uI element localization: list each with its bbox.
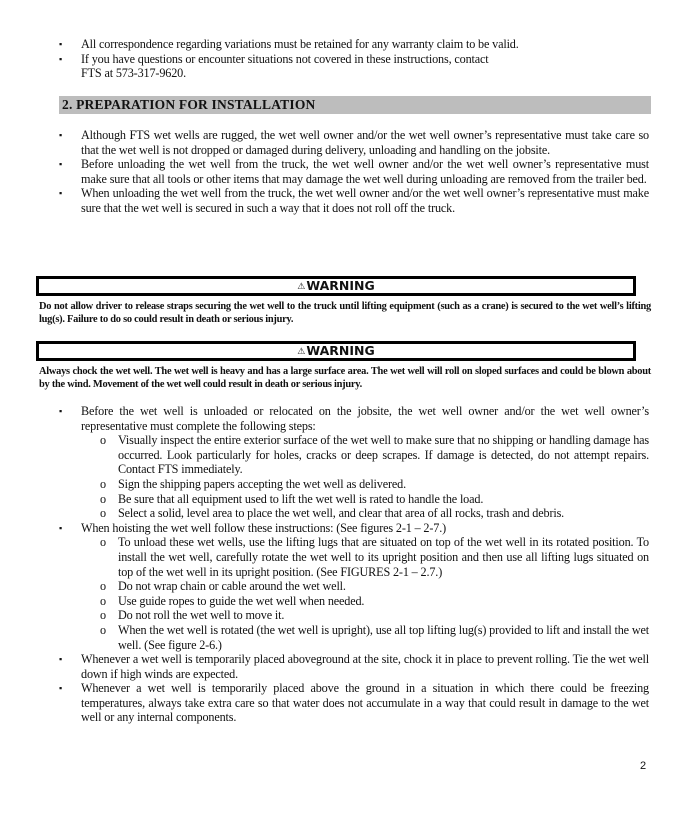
bullet-text: All correspondence regarding variations must be retained for any warranty claim to be valid. [81,37,519,51]
bullet-text: Although FTS wet wells are rugged, the wet well owner and/or the wet well owner’s representative must take care so that the wet well is not dropped or damaged during delivery, unloading and handling on the jobsite. [81,128,649,157]
intro-bullet-list [59,37,659,81]
page-number: 2 [640,760,647,772]
prep-bullet-list [59,128,649,216]
circle-bullet-icon: o [100,593,106,608]
bullet-text: If you have questions or encounter situations not covered in these instructions, contact [81,51,489,66]
sub-list-item [100,608,649,623]
circle-bullet-icon: o [100,491,106,506]
sub-list [100,433,649,521]
list-item [59,52,659,81]
list-item [59,652,649,681]
bullet-text: When hoisting the wet well follow these instructions: (See figures 2-1 – 2-7.) [81,520,447,535]
bullet-text: Before unloading the wet well from the truck, the wet well owner and/or the wet well owner’s representative must make sure that all tools or other items that may damage the wet well during unloading are removed from the trailer bed. [81,157,649,186]
square-bullet-icon: ▪ [59,406,63,416]
sub-list-item [100,433,649,477]
square-bullet-icon: ▪ [59,654,63,665]
circle-bullet-icon: o [100,535,106,550]
warning-banner [36,341,636,361]
circle-bullet-icon: o [100,506,106,521]
warning-label: WARNING [306,343,375,358]
bullet-text: Before the wet well is unloaded or relocated on the jobsite, the wet well owner and/or the wet well owner’s representative must complete the following steps: [81,404,649,433]
square-bullet-icon: ▪ [59,53,63,64]
sub-list-item [100,506,649,521]
list-item [59,128,649,157]
sub-list-item [100,492,649,507]
sub-list-item [100,535,649,579]
circle-bullet-icon: o [100,622,106,637]
sub-item-text: Use guide ropes to guide the wet well when needed. [118,593,365,608]
warning-text: Do not allow driver to release straps securing the wet well to the truck until lifting equipment (such as a crane) is secured to the wet well’s lifting lug(s). Failure to do so could result in death or serious injury. [39,301,651,325]
sub-list-item [100,623,649,652]
bullet-text: Whenever a wet well is temporarily placed above the ground in a situation in which there could be freezing temperatures, always take extra care so that water does not accumulate in a way that could result in damage to the wet well or any internal components. [81,681,649,725]
sub-item-text: To unload these wet wells, use the lifting lugs that are situated on top of the wet well in its rotated position. To install the wet well, carefully rotate the wet well to its upright position and then use all lifting lugs situated on top of the wet well in its upright position. (See FIGURES 2-1 – 2.7.) [118,535,649,579]
square-bullet-icon: ▪ [59,130,63,140]
bullet-text: Whenever a wet well is temporarily placed aboveground at the site, chock it in place to prevent rolling. Tie the wet well down if high winds are expected. [81,652,649,681]
warning-triangle-icon: ⚠ [297,282,306,292]
list-item [59,186,649,215]
sub-item-text: Sign the shipping papers accepting the wet well as delivered. [118,476,407,491]
square-bullet-icon: ▪ [59,522,63,533]
square-bullet-icon: ▪ [59,683,63,694]
warning-label: WARNING [306,278,375,293]
list-item [59,157,649,186]
list-item [59,681,649,725]
warning-banner [36,276,636,296]
sub-list-item [100,477,649,492]
list-item [59,37,659,52]
square-bullet-icon: ▪ [59,159,63,170]
contact-phone: FTS at 573-317-9620. [81,66,186,81]
circle-bullet-icon: o [100,579,106,594]
warning-triangle-icon: ⚠ [297,347,306,357]
bullet-text: When unloading the wet well from the truck, the wet well owner and/or the wet well owner’s representative must make sure that the wet well is secured in such a way that it does not roll off the truck. [81,186,649,215]
list-item [59,404,649,521]
sub-item-text: Be sure that all equipment used to lift the wet well is rated to handle the load. [118,491,484,506]
section-heading: 2. PREPARATION FOR INSTALLATION [59,96,651,114]
sub-item-text: Do not roll the wet well to move it. [118,608,285,623]
sub-item-text: When the wet well is rotated (the wet well is upright), use all top lifting lug(s) provided to lift and install the wet well. (See figure 2-6.) [118,622,649,652]
sub-list-item [100,594,649,609]
sub-list [100,535,649,652]
sub-item-text: Do not wrap chain or cable around the wet well. [118,579,346,594]
square-bullet-icon: ▪ [59,188,63,199]
warning-text: Always chock the wet well. The wet well is heavy and has a large surface area. The wet well will roll on sloped surfaces and could be blown about by the wind. Movement of the wet well could result in death or serious injury. [39,366,651,390]
steps-list [59,404,649,725]
sub-list-item [100,579,649,594]
list-item [59,521,649,652]
circle-bullet-icon: o [100,608,106,623]
circle-bullet-icon: o [100,476,106,491]
sub-item-text: Select a solid, level area to place the wet well, and clear that area of all rocks, trash and debris. [118,506,565,521]
circle-bullet-icon: o [100,433,106,448]
sub-item-text: Visually inspect the entire exterior surface of the wet well to make sure that no shipping or handling damage has occurred. Look particularly for holes, cracks or deep scrapes. If damage is detected, do not attempt repairs. Contact FTS immediately. [118,433,649,477]
square-bullet-icon: ▪ [59,39,63,49]
